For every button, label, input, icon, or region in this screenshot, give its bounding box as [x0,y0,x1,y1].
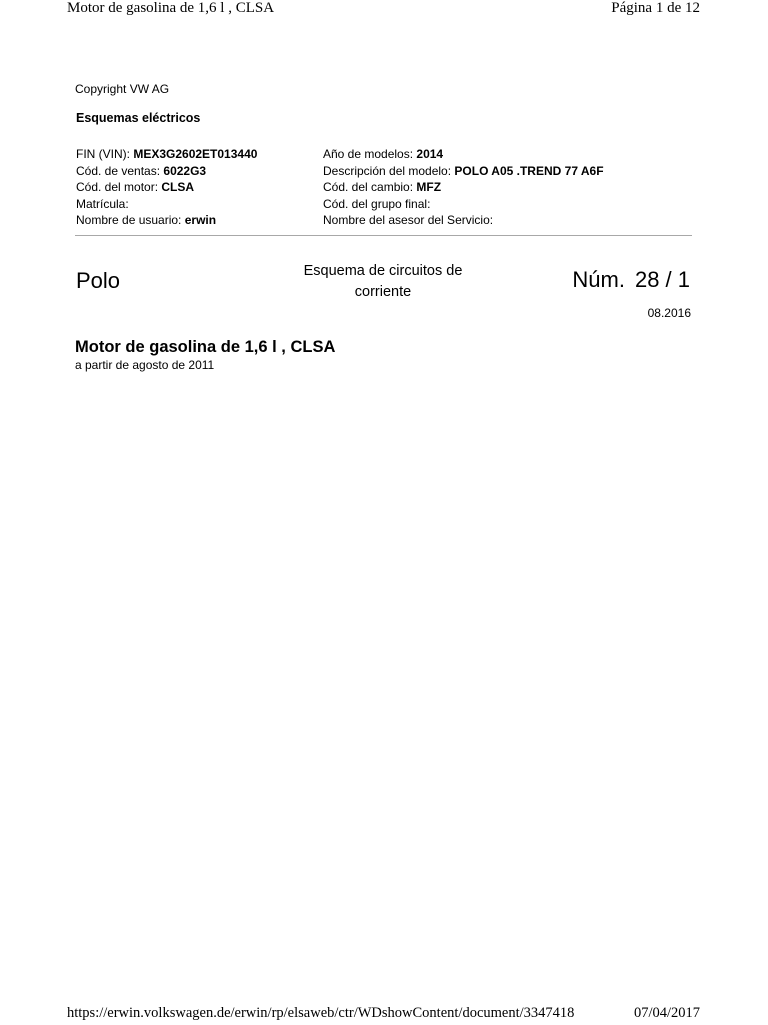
diagram-number-label: Núm. [572,267,625,292]
vehicle-info-right [323,146,604,229]
print-footer-url: https://erwin.volkswagen.de/erwin/rp/elsaweb/ctr/WDshowContent/document/3347418 [67,1005,575,1021]
diagram-number [572,267,690,293]
gearbox-code-label: Cód. del cambio: [323,180,417,194]
gearbox-code-row [323,179,604,196]
engine-code-label: Cód. del motor: [76,180,162,194]
service-advisor-row [323,212,604,229]
engine-code-row [76,179,257,196]
diagram-type-line-2: corriente [354,284,412,300]
final-drive-code-label: Cód. del grupo final: [323,196,431,211]
diagram-number-value: 28 / 1 [634,267,690,292]
vin-row [76,146,257,163]
gearbox-code-value: MFZ [416,180,442,194]
model-year-value: 2014 [416,147,444,161]
document-subtitle: a partir de agosto de 2011 [75,358,215,372]
service-advisor-label: Nombre del asesor del Servicio: [323,213,494,227]
engine-code-value: CLSA [161,180,195,194]
copyright-notice: Copyright VW AG [75,82,170,96]
vin-value: MEX3G2602ET013440 [133,147,258,161]
username-label: Nombre de usuario: [76,213,185,227]
vin-label: FIN (VIN): [76,147,134,161]
print-header-page-number: Página 1 de 12 [611,0,700,16]
sales-code-row [76,163,257,180]
print-header-title: Motor de gasolina de 1,6 l , CLSA [67,0,275,16]
sales-code-value: 6022G3 [163,163,207,178]
model-description-row [323,163,604,180]
vehicle-info-left [76,146,257,229]
model-description-label: Descripción del modelo: [323,163,455,178]
section-title: Esquemas eléctricos [76,111,201,125]
username-value: erwin [184,213,217,227]
username-row [76,212,257,229]
print-footer-date: 07/04/2017 [633,1005,700,1021]
license-plate-row [76,196,257,213]
diagram-type [283,261,483,303]
diagram-type-line-1: Esquema de circuitos de [303,263,463,279]
final-drive-code-row [323,196,604,213]
print-header [67,0,700,20]
license-plate-label: Matrícula: [76,196,129,211]
document-title: Motor de gasolina de 1,6 l , CLSA [75,338,336,356]
sales-code-label: Cód. de ventas: [76,163,164,178]
model-year-row [323,146,604,163]
print-footer [67,1005,700,1025]
model-description-value: POLO A05 .TREND 77 A6F [454,163,604,178]
model-year-label: Año de modelos: [323,147,417,161]
model-name: Polo [76,268,121,293]
edition-date: 08.2016 [647,306,691,320]
header-divider [75,235,692,236]
